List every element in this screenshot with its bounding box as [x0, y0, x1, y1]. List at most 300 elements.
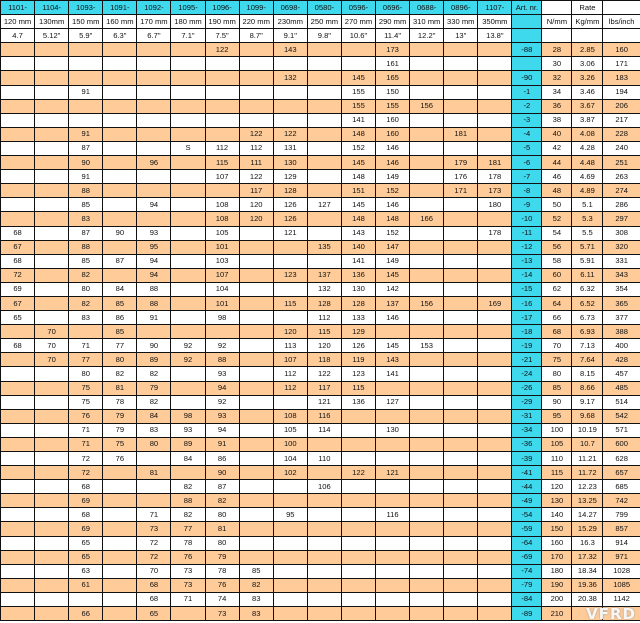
- spring-cell: [410, 437, 444, 451]
- spring-cell: 178: [478, 226, 512, 240]
- spring-cell: [307, 466, 341, 480]
- spring-cell: 120: [239, 212, 273, 226]
- spring-cell: [239, 452, 273, 466]
- spring-cell: [478, 240, 512, 254]
- art-nr-cell: -79: [512, 578, 542, 592]
- spring-cell: 178: [478, 170, 512, 184]
- lbs-inch-cell: 799: [603, 508, 640, 522]
- spring-cell: [307, 99, 341, 113]
- kg-mm-cell: 4.08: [572, 127, 603, 141]
- spring-cell: [239, 466, 273, 480]
- spring-cell: [273, 311, 307, 325]
- spring-cell: 152: [341, 141, 375, 155]
- spring-cell: 85: [103, 296, 137, 310]
- lbs-inch-cell: 171: [603, 57, 640, 71]
- table-row: [1, 156, 640, 170]
- table-row: [1, 254, 640, 268]
- spring-cell: [171, 325, 205, 339]
- spring-cell: 79: [205, 550, 239, 564]
- table-row: [1, 437, 640, 451]
- spring-cell: 98: [205, 311, 239, 325]
- spring-cell: [205, 184, 239, 198]
- spring-cell: [341, 550, 375, 564]
- spring-cell: [376, 536, 410, 550]
- spring-cell: [410, 367, 444, 381]
- spring-cell: [35, 311, 69, 325]
- spring-cell: 147: [376, 240, 410, 254]
- spring-cell: [171, 113, 205, 127]
- spring-cell: [341, 536, 375, 550]
- column-part-number: 1095-: [171, 1, 205, 15]
- spring-cell: 80: [69, 282, 103, 296]
- spring-cell: 84: [171, 452, 205, 466]
- spring-cell: [410, 607, 444, 621]
- spring-cell: [239, 395, 273, 409]
- spring-cell: [410, 550, 444, 564]
- spring-cell: [444, 240, 478, 254]
- spring-cell: [35, 85, 69, 99]
- art-nr-cell: -19: [512, 339, 542, 353]
- spring-cell: 68: [1, 254, 35, 268]
- art-nr-cell: -11: [512, 226, 542, 240]
- spring-cell: [103, 43, 137, 57]
- spring-cell: 67: [1, 240, 35, 254]
- spring-cell: [307, 522, 341, 536]
- spring-cell: [1, 325, 35, 339]
- spring-cell: 146: [376, 141, 410, 155]
- column-length-inch: 11.4": [376, 29, 410, 43]
- spring-cell: [239, 268, 273, 282]
- art-nr-cell: -17: [512, 311, 542, 325]
- lbs-inch-header: lbs/inch: [603, 15, 640, 29]
- spring-cell: [35, 99, 69, 113]
- spring-cell: [171, 71, 205, 85]
- kg-mm-cell: 10.19: [572, 423, 603, 437]
- spring-cell: 65: [69, 550, 103, 564]
- spring-cell: [410, 226, 444, 240]
- spring-cell: [239, 437, 273, 451]
- spring-cell: [205, 85, 239, 99]
- kg-mm-cell: 6.32: [572, 282, 603, 296]
- lbs-inch-cell: 400: [603, 339, 640, 353]
- spring-cell: [478, 550, 512, 564]
- spring-cell: [444, 536, 478, 550]
- spring-cell: [35, 423, 69, 437]
- spring-cell: 102: [273, 466, 307, 480]
- spring-cell: 96: [137, 156, 171, 170]
- spring-cell: [137, 71, 171, 85]
- spring-cell: [478, 57, 512, 71]
- spring-cell: [137, 494, 171, 508]
- spring-cell: [239, 353, 273, 367]
- spring-cell: [444, 226, 478, 240]
- spring-cell: 94: [205, 381, 239, 395]
- n-mm-cell: 52: [542, 212, 572, 226]
- spring-cell: [376, 437, 410, 451]
- table-row: [1, 127, 640, 141]
- spring-cell: [239, 508, 273, 522]
- table-row: [1, 57, 640, 71]
- art-nr-header: Art. nr.: [512, 1, 542, 15]
- spring-cell: [137, 480, 171, 494]
- spring-cell: [171, 85, 205, 99]
- spring-cell: [171, 170, 205, 184]
- table-row: [1, 452, 640, 466]
- n-mm-cell: 190: [542, 578, 572, 592]
- spring-cell: [103, 156, 137, 170]
- kg-mm-cell: 20.38: [572, 592, 603, 606]
- column-length-mm: 150 mm: [69, 15, 103, 29]
- table-row: [1, 339, 640, 353]
- n-mm-cell: 115: [542, 466, 572, 480]
- spring-cell: 72: [69, 466, 103, 480]
- spring-cell: 91: [69, 170, 103, 184]
- kg-mm-cell: 7.13: [572, 339, 603, 353]
- column-part-number: 1099-: [239, 1, 273, 15]
- spring-cell: 143: [376, 353, 410, 367]
- spring-cell: 155: [376, 99, 410, 113]
- kg-mm-header: Kg/mm: [572, 15, 603, 29]
- table-row: [1, 607, 640, 621]
- spring-cell: 145: [341, 71, 375, 85]
- spring-cell: [137, 127, 171, 141]
- spring-cell: 128: [307, 296, 341, 310]
- lbs-inch-cell: 742: [603, 494, 640, 508]
- spring-cell: [35, 170, 69, 184]
- n-mm-cell: 140: [542, 508, 572, 522]
- spring-cell: 106: [307, 480, 341, 494]
- column-part-number: 1091-: [103, 1, 137, 15]
- spring-cell: [239, 550, 273, 564]
- spring-cell: [444, 381, 478, 395]
- spring-cell: [478, 325, 512, 339]
- spring-cell: [35, 508, 69, 522]
- spring-cell: 118: [307, 353, 341, 367]
- column-length-inch: 9.1": [273, 29, 307, 43]
- table-row: [1, 592, 640, 606]
- n-mm-cell: 210: [542, 607, 572, 621]
- spring-cell: [103, 592, 137, 606]
- spring-cell: 93: [205, 367, 239, 381]
- spring-cell: 80: [103, 353, 137, 367]
- art-nr-cell: -21: [512, 353, 542, 367]
- spring-cell: 70: [35, 339, 69, 353]
- kg-mm-cell: 15.29: [572, 522, 603, 536]
- art-nr-cell: -31: [512, 409, 542, 423]
- column-length-inch: 13": [444, 29, 478, 43]
- spring-cell: [341, 607, 375, 621]
- spring-cell: [239, 296, 273, 310]
- kg-mm-cell: 8.15: [572, 367, 603, 381]
- n-mm-cell: 95: [542, 409, 572, 423]
- spring-cell: [478, 353, 512, 367]
- spring-cell: 146: [376, 311, 410, 325]
- spring-cell: 91: [205, 437, 239, 451]
- spring-cell: [103, 494, 137, 508]
- spring-cell: [410, 311, 444, 325]
- spring-cell: [410, 113, 444, 127]
- n-mm-cell: 32: [542, 71, 572, 85]
- spring-cell: [35, 536, 69, 550]
- spring-cell: [478, 592, 512, 606]
- spring-cell: [35, 57, 69, 71]
- table-row: [1, 268, 640, 282]
- column-length-inch: 7.1": [171, 29, 205, 43]
- spring-cell: 70: [137, 564, 171, 578]
- kg-mm-cell: 4.69: [572, 170, 603, 184]
- spring-cell: [239, 494, 273, 508]
- spring-cell: [239, 71, 273, 85]
- n-mm-cell: 60: [542, 268, 572, 282]
- spring-cell: 91: [137, 311, 171, 325]
- spring-cell: [273, 564, 307, 578]
- spring-cell: [307, 57, 341, 71]
- spring-cell: [444, 452, 478, 466]
- spring-cell: 143: [273, 43, 307, 57]
- spring-cell: [171, 254, 205, 268]
- spring-cell: [35, 226, 69, 240]
- spring-cell: 107: [273, 353, 307, 367]
- art-nr-cell: -2: [512, 99, 542, 113]
- column-length-mm: 220 mm: [239, 15, 273, 29]
- spring-cell: 74: [205, 592, 239, 606]
- spring-cell: [410, 325, 444, 339]
- column-length-mm: 350mm: [478, 15, 512, 29]
- spring-cell: [478, 452, 512, 466]
- spring-cell: 122: [341, 466, 375, 480]
- table-row: [1, 550, 640, 564]
- spring-cell: 181: [478, 156, 512, 170]
- spring-cell: 82: [69, 268, 103, 282]
- spring-cell: 101: [205, 240, 239, 254]
- spring-cell: 87: [205, 480, 239, 494]
- spring-cell: [35, 592, 69, 606]
- lbs-inch-cell: 657: [603, 466, 640, 480]
- spring-cell: 169: [478, 296, 512, 310]
- art-nr-cell: -10: [512, 212, 542, 226]
- spring-cell: [171, 198, 205, 212]
- lbs-inch-cell: 600: [603, 437, 640, 451]
- lbs-inch-cell: 297: [603, 212, 640, 226]
- spring-cell: [410, 592, 444, 606]
- n-mm-cell: 110: [542, 452, 572, 466]
- table-row: [1, 184, 640, 198]
- n-mm-cell: 66: [542, 311, 572, 325]
- spring-cell: [444, 57, 478, 71]
- spring-cell: 76: [205, 578, 239, 592]
- lbs-inch-cell: 343: [603, 268, 640, 282]
- spring-cell: [478, 395, 512, 409]
- table-row: [1, 494, 640, 508]
- spring-cell: [341, 452, 375, 466]
- spring-cell: [273, 282, 307, 296]
- art-nr-cell: -13: [512, 254, 542, 268]
- spring-cell: 123: [273, 268, 307, 282]
- spring-cell: [1, 156, 35, 170]
- n-mm-cell: 105: [542, 437, 572, 451]
- spring-cell: [35, 367, 69, 381]
- spring-cell: [35, 43, 69, 57]
- spring-cell: [137, 99, 171, 113]
- spring-cell: 122: [307, 367, 341, 381]
- spring-cell: 91: [69, 85, 103, 99]
- spring-cell: [171, 607, 205, 621]
- table-row: [1, 85, 640, 99]
- n-mm-cell: 90: [542, 395, 572, 409]
- spring-cell: [478, 423, 512, 437]
- spring-cell: 90: [137, 339, 171, 353]
- art-nr-cell: -41: [512, 466, 542, 480]
- header-row-length-inch: [1, 29, 640, 43]
- spring-cell: [137, 212, 171, 226]
- spring-cell: [239, 57, 273, 71]
- spring-cell: [35, 452, 69, 466]
- spring-cell: 72: [1, 268, 35, 282]
- spring-cell: [444, 437, 478, 451]
- spring-cell: 72: [69, 452, 103, 466]
- spring-cell: 141: [376, 367, 410, 381]
- lbs-inch-cell: 331: [603, 254, 640, 268]
- spring-cell: [205, 71, 239, 85]
- n-mm-cell: 130: [542, 494, 572, 508]
- column-length-mm: 120 mm: [1, 15, 35, 29]
- lbs-inch-cell: 914: [603, 536, 640, 550]
- spring-cell: 166: [410, 212, 444, 226]
- spring-cell: [1, 198, 35, 212]
- kg-mm-cell: 6.11: [572, 268, 603, 282]
- spring-cell: [444, 311, 478, 325]
- spring-cell: [444, 367, 478, 381]
- art-nr-cell: [512, 29, 542, 43]
- spring-cell: 117: [307, 381, 341, 395]
- spring-cell: [307, 592, 341, 606]
- spring-cell: [273, 113, 307, 127]
- spring-cell: 71: [137, 508, 171, 522]
- spring-cell: [205, 325, 239, 339]
- spring-cell: 75: [69, 381, 103, 395]
- spring-cell: [35, 395, 69, 409]
- column-length-inch: 5.9": [69, 29, 103, 43]
- art-nr-cell: -54: [512, 508, 542, 522]
- spring-cell: 114: [307, 423, 341, 437]
- lbs-inch-cell: 1142: [603, 592, 640, 606]
- spring-cell: 90: [69, 156, 103, 170]
- n-mm-cell: 160: [542, 536, 572, 550]
- spring-cell: 90: [103, 226, 137, 240]
- spring-cell: [478, 578, 512, 592]
- spring-cell: 171: [444, 184, 478, 198]
- spring-cell: 130: [341, 282, 375, 296]
- table-row: [1, 282, 640, 296]
- spring-cell: 81: [103, 381, 137, 395]
- spring-cell: [239, 240, 273, 254]
- spring-cell: [307, 437, 341, 451]
- spring-cell: 84: [137, 409, 171, 423]
- spring-cell: 69: [1, 282, 35, 296]
- column-part-number: 0896-: [444, 1, 478, 15]
- spring-cell: [273, 536, 307, 550]
- table-row: [1, 409, 640, 423]
- table-row: [1, 71, 640, 85]
- spring-cell: [307, 43, 341, 57]
- column-part-number: 1093-: [69, 1, 103, 15]
- spring-cell: 82: [69, 296, 103, 310]
- spring-cell: [1, 466, 35, 480]
- table-row: [1, 240, 640, 254]
- table-row: [1, 296, 640, 310]
- spring-cell: 75: [103, 437, 137, 451]
- spring-cell: [410, 480, 444, 494]
- spring-cell: [444, 282, 478, 296]
- spring-cell: 76: [69, 409, 103, 423]
- spring-cell: [478, 212, 512, 226]
- spring-cell: [35, 550, 69, 564]
- table-row: [1, 508, 640, 522]
- spring-cell: 68: [137, 592, 171, 606]
- spring-cell: [103, 480, 137, 494]
- spring-cell: 155: [341, 85, 375, 99]
- spring-cell: [1, 57, 35, 71]
- spring-cell: [35, 254, 69, 268]
- spring-cell: [171, 395, 205, 409]
- spring-cell: [341, 508, 375, 522]
- spring-cell: [103, 522, 137, 536]
- spring-cell: [239, 409, 273, 423]
- spring-cell: 68: [69, 480, 103, 494]
- column-length-mm: 230mm: [273, 15, 307, 29]
- spring-cell: [103, 536, 137, 550]
- spring-cell: 94: [137, 254, 171, 268]
- spring-cell: [307, 508, 341, 522]
- spring-cell: 93: [137, 226, 171, 240]
- spring-cell: [1, 494, 35, 508]
- spring-cell: [239, 113, 273, 127]
- kg-mm-cell: 17.32: [572, 550, 603, 564]
- spring-cell: [1, 592, 35, 606]
- art-nr-cell: -3: [512, 113, 542, 127]
- spring-cell: 98: [171, 409, 205, 423]
- spring-cell: [444, 592, 478, 606]
- n-mm-cell: 30: [542, 57, 572, 71]
- spring-cell: 88: [69, 184, 103, 198]
- art-nr-cell: -14: [512, 268, 542, 282]
- spring-cell: 129: [341, 325, 375, 339]
- spring-cell: [239, 480, 273, 494]
- spring-cell: [171, 282, 205, 296]
- column-length-inch: 13.8": [478, 29, 512, 43]
- spring-cell: 107: [205, 268, 239, 282]
- spring-cell: [444, 85, 478, 99]
- spring-cell: [1, 184, 35, 198]
- spring-cell: [171, 311, 205, 325]
- kg-mm-cell: 5.71: [572, 240, 603, 254]
- spring-cell: [341, 592, 375, 606]
- spring-cell: [478, 494, 512, 508]
- spring-cell: 68: [137, 578, 171, 592]
- spring-cell: 65: [137, 607, 171, 621]
- spring-cell: 127: [307, 198, 341, 212]
- spring-cell: [239, 536, 273, 550]
- n-mm-cell: 80: [542, 367, 572, 381]
- kg-mm-cell: 6.73: [572, 311, 603, 325]
- spring-cell: [239, 85, 273, 99]
- kg-mm-cell: 10.7: [572, 437, 603, 451]
- spring-cell: 132: [273, 71, 307, 85]
- spring-cell: [103, 268, 137, 282]
- lbs-inch-cell: 428: [603, 353, 640, 367]
- spring-cell: 145: [341, 156, 375, 170]
- n-mm-cell: 170: [542, 550, 572, 564]
